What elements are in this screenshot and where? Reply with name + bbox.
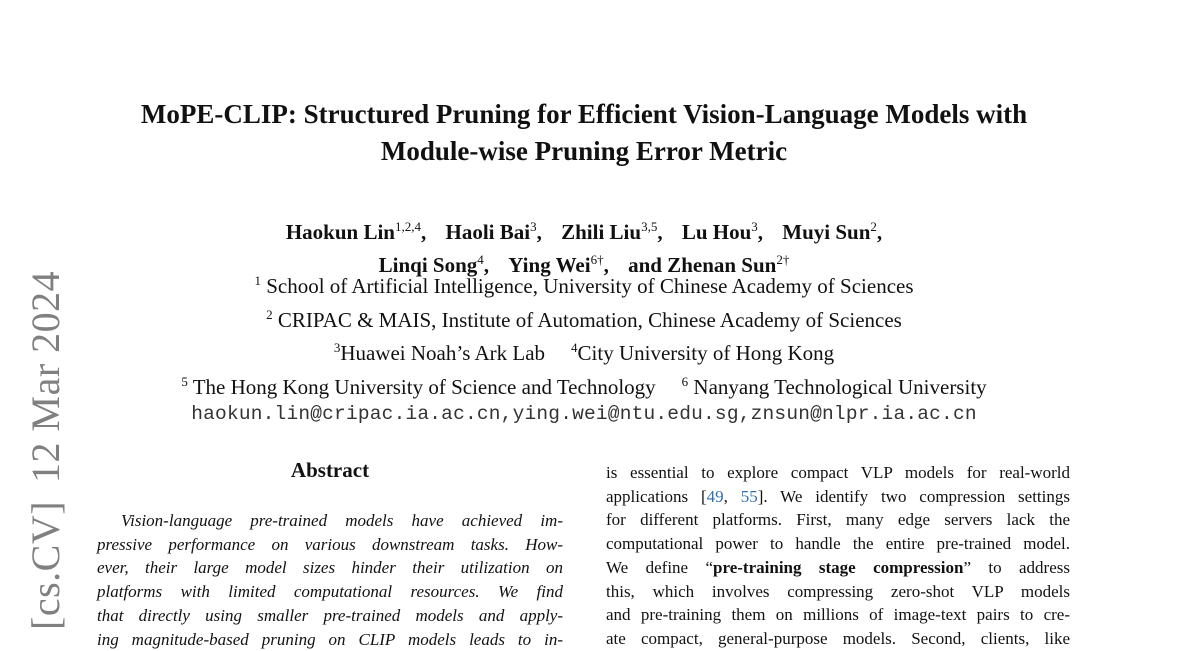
abstract-line: pressive performance on various downstream tasks. How- [97, 534, 563, 554]
abstract-text [97, 509, 563, 651]
arxiv-category: [cs.CV] [23, 500, 68, 630]
citation-link[interactable]: 55 [740, 486, 758, 506]
intro-line: applications [49, 55]. We identify two compression settings [606, 486, 1070, 506]
title-line-2: Module-wise Pruning Error Metric [380, 136, 788, 166]
intro-line: this, which involves compressing zero-shot VLP models [606, 581, 1070, 601]
intro-line: We define “pre-training stage compression” to address [606, 557, 1070, 577]
abstract-line: ing magnitude-based pruning on CLIP models leads to in- [97, 629, 563, 649]
author: Zhili Liu$^{3,5}$, [561, 219, 663, 244]
title-line-1: MoPE-CLIP: Structured Pruning for Efficient Vision-Language Models with [140, 99, 1028, 129]
abstract-line: platforms with limited computational resources. We find [97, 582, 563, 602]
abstract-line: ever, their large model sizes hinder their utilization on [97, 558, 563, 578]
intro-line: for different platforms. First, many edge servers lack the [606, 510, 1070, 530]
intro-line: and pre-training them on millions of image-text pairs to cre- [606, 605, 1070, 625]
author: Haoli Bai$^3$, [445, 219, 542, 244]
author: and Zhenan Sun$^{2\dagger}$ [628, 252, 790, 277]
affiliation-2: $^2$ CRIPAC & MAIS, Institute of Automation, Chinese Academy of Sciences [266, 306, 902, 332]
author-line-1 [0, 213, 1168, 246]
affiliations [0, 267, 1168, 429]
abstract-line: Vision-language pre-trained models have achieved im- [121, 511, 563, 530]
author: Linqi Song$^4$, [378, 252, 490, 277]
abstract-heading: Abstract [290, 458, 370, 482]
intro-line: is essential to explore compact VLP models for real-world [606, 463, 1070, 482]
author: Lu Hou$^3$, [681, 219, 764, 244]
emphasis-term: pre-training stage compression [713, 557, 964, 577]
affiliation-5-6: $^5$ The Hong Kong University of Science and Technology $^6$ Nanyang Technological University [181, 373, 987, 399]
author: Muyi Sun$^2$, [782, 219, 883, 244]
paper-title [0, 96, 1168, 170]
intro-line: ate compact, general-purpose models. Second, clients, like [606, 628, 1070, 648]
affiliation-3-4: $^3$Huawei Noah’s Ark Lab $^4$City University of Hong Kong [333, 340, 835, 365]
author: Haokun Lin$^{1,2,4}$, [285, 219, 427, 244]
arxiv-date: 12 Mar 2024 [23, 270, 68, 483]
citation-link[interactable]: 49 [706, 486, 724, 506]
affiliation-1: $^1$ School of Artificial Intelligence, University of Chinese Academy of Sciences [254, 273, 914, 298]
author: Ying Wei$^{6\dagger}$, [508, 252, 609, 277]
intro-line: computational power to handle the entire pre-trained model. [606, 534, 1070, 554]
introduction-text [606, 461, 1070, 651]
author-emails[interactable]: haokun.lin@cripac.ia.ac.cn,ying.wei@ntu.edu.sg,znsun@nlpr.ia.ac.cn [191, 403, 977, 425]
abstract-line: that directly using smaller pre-trained models and apply- [97, 605, 563, 625]
